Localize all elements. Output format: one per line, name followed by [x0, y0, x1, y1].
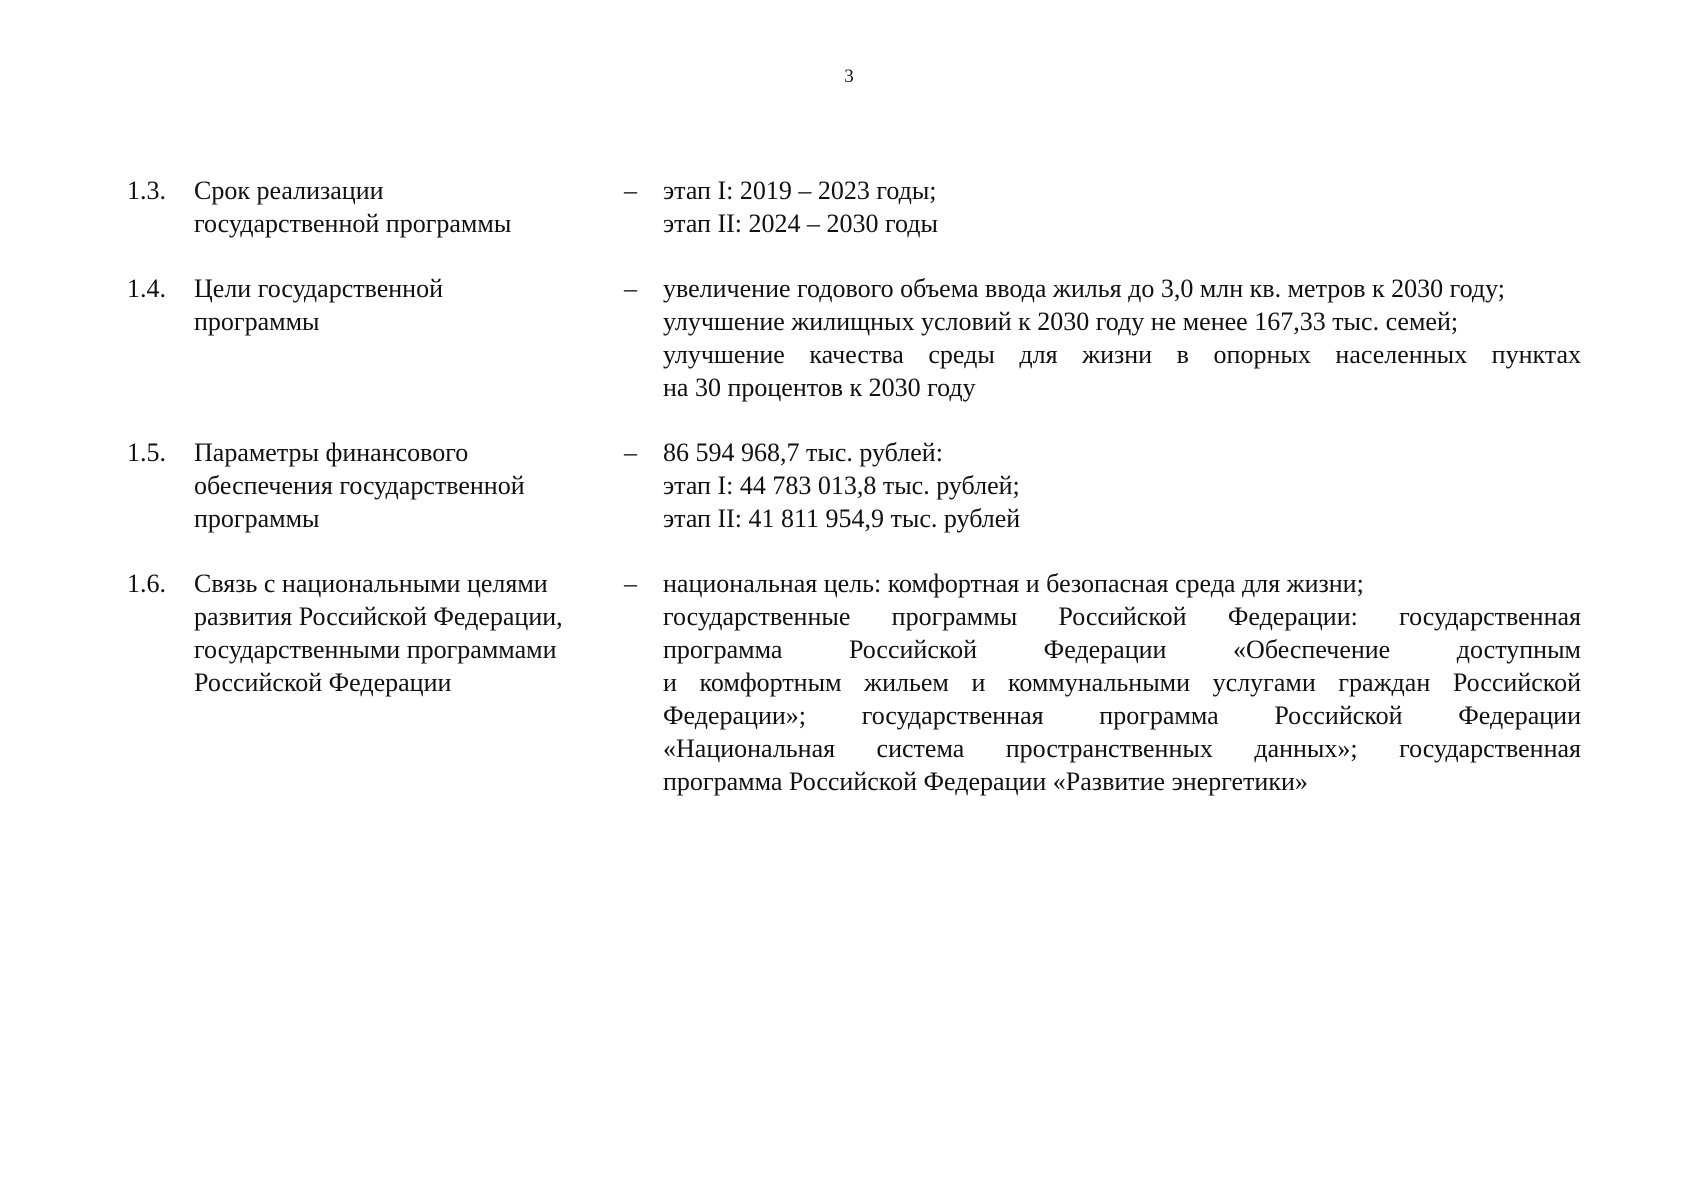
section-label: [194, 436, 614, 535]
section-dash: –: [624, 176, 637, 205]
content-line: государственные программы Российской Федерации: государственная: [663, 602, 1581, 631]
section-label: [194, 567, 614, 699]
content-line: этап II: 41 811 954,9 тыс. рублей: [663, 504, 1021, 533]
section-label-line: Российской Федерации: [194, 668, 452, 697]
section-label-line: государственными программами: [194, 635, 557, 664]
content-line: программа Российской Федерации «Обеспечение доступным: [663, 635, 1581, 664]
section-content: [663, 567, 1581, 798]
section-label-line: развития Российской Федерации,: [194, 602, 563, 631]
content-line: этап II: 2024 – 2030 годы: [663, 209, 938, 238]
section-number: 1.4.: [127, 274, 166, 303]
section-dash: –: [624, 274, 637, 303]
content-line: Федерации»; государственная программа Российской Федерации: [663, 701, 1581, 730]
section-label-line: государственной программы: [194, 209, 512, 238]
section-label-line: программы: [194, 307, 320, 336]
section-national-goals-link: [0, 567, 1698, 798]
content-line: национальная цель: комфортная и безопасная среда для жизни;: [663, 569, 1364, 598]
section-number: 1.5.: [127, 438, 166, 467]
section-number: 1.6.: [127, 569, 166, 598]
section-content: [663, 174, 1581, 240]
section-label: [194, 272, 614, 338]
content-line: увеличение годового объема ввода жилья до 3,0 млн кв. метров к 2030 году;: [663, 274, 1506, 303]
section-implementation-period: [0, 174, 1698, 240]
content-line: 86 594 968,7 тыс. рублей:: [663, 438, 943, 467]
section-label-line: Цели государственной: [194, 274, 444, 303]
content-line: улучшение качества среды для жизни в опорных населенных пунктах: [663, 340, 1581, 369]
content-line: этап I: 44 783 013,8 тыс. рублей;: [663, 471, 1020, 500]
content-line: и комфортным жильем и коммунальными услугами граждан Российской: [663, 668, 1581, 697]
content-line: на 30 процентов к 2030 году: [663, 373, 976, 402]
program-passport-sections: [0, 174, 1698, 830]
content-line: улучшение жилищных условий к 2030 году не менее 167,33 тыс. семей;: [663, 307, 1459, 336]
section-label-line: обеспечения государственной: [194, 471, 525, 500]
section-label-line: Срок реализации: [194, 176, 384, 205]
section-number: 1.3.: [127, 176, 166, 205]
content-line: программа Российской Федерации «Развитие энергетики»: [663, 767, 1308, 796]
section-content: [663, 272, 1581, 404]
section-dash: –: [624, 569, 637, 598]
section-label-line: программы: [194, 504, 320, 533]
section-dash: –: [624, 438, 637, 467]
section-label-line: Параметры финансового: [194, 438, 469, 467]
section-financing-parameters: [0, 436, 1698, 535]
content-line: «Национальная система пространственных данных»; государственная: [663, 734, 1581, 763]
content-line: этап I: 2019 – 2023 годы;: [663, 176, 937, 205]
section-content: [663, 436, 1581, 535]
section-label: [194, 174, 614, 240]
section-program-goals: [0, 272, 1698, 404]
page-number: 3: [844, 66, 854, 87]
section-label-line: Связь с национальными целями: [194, 569, 548, 598]
